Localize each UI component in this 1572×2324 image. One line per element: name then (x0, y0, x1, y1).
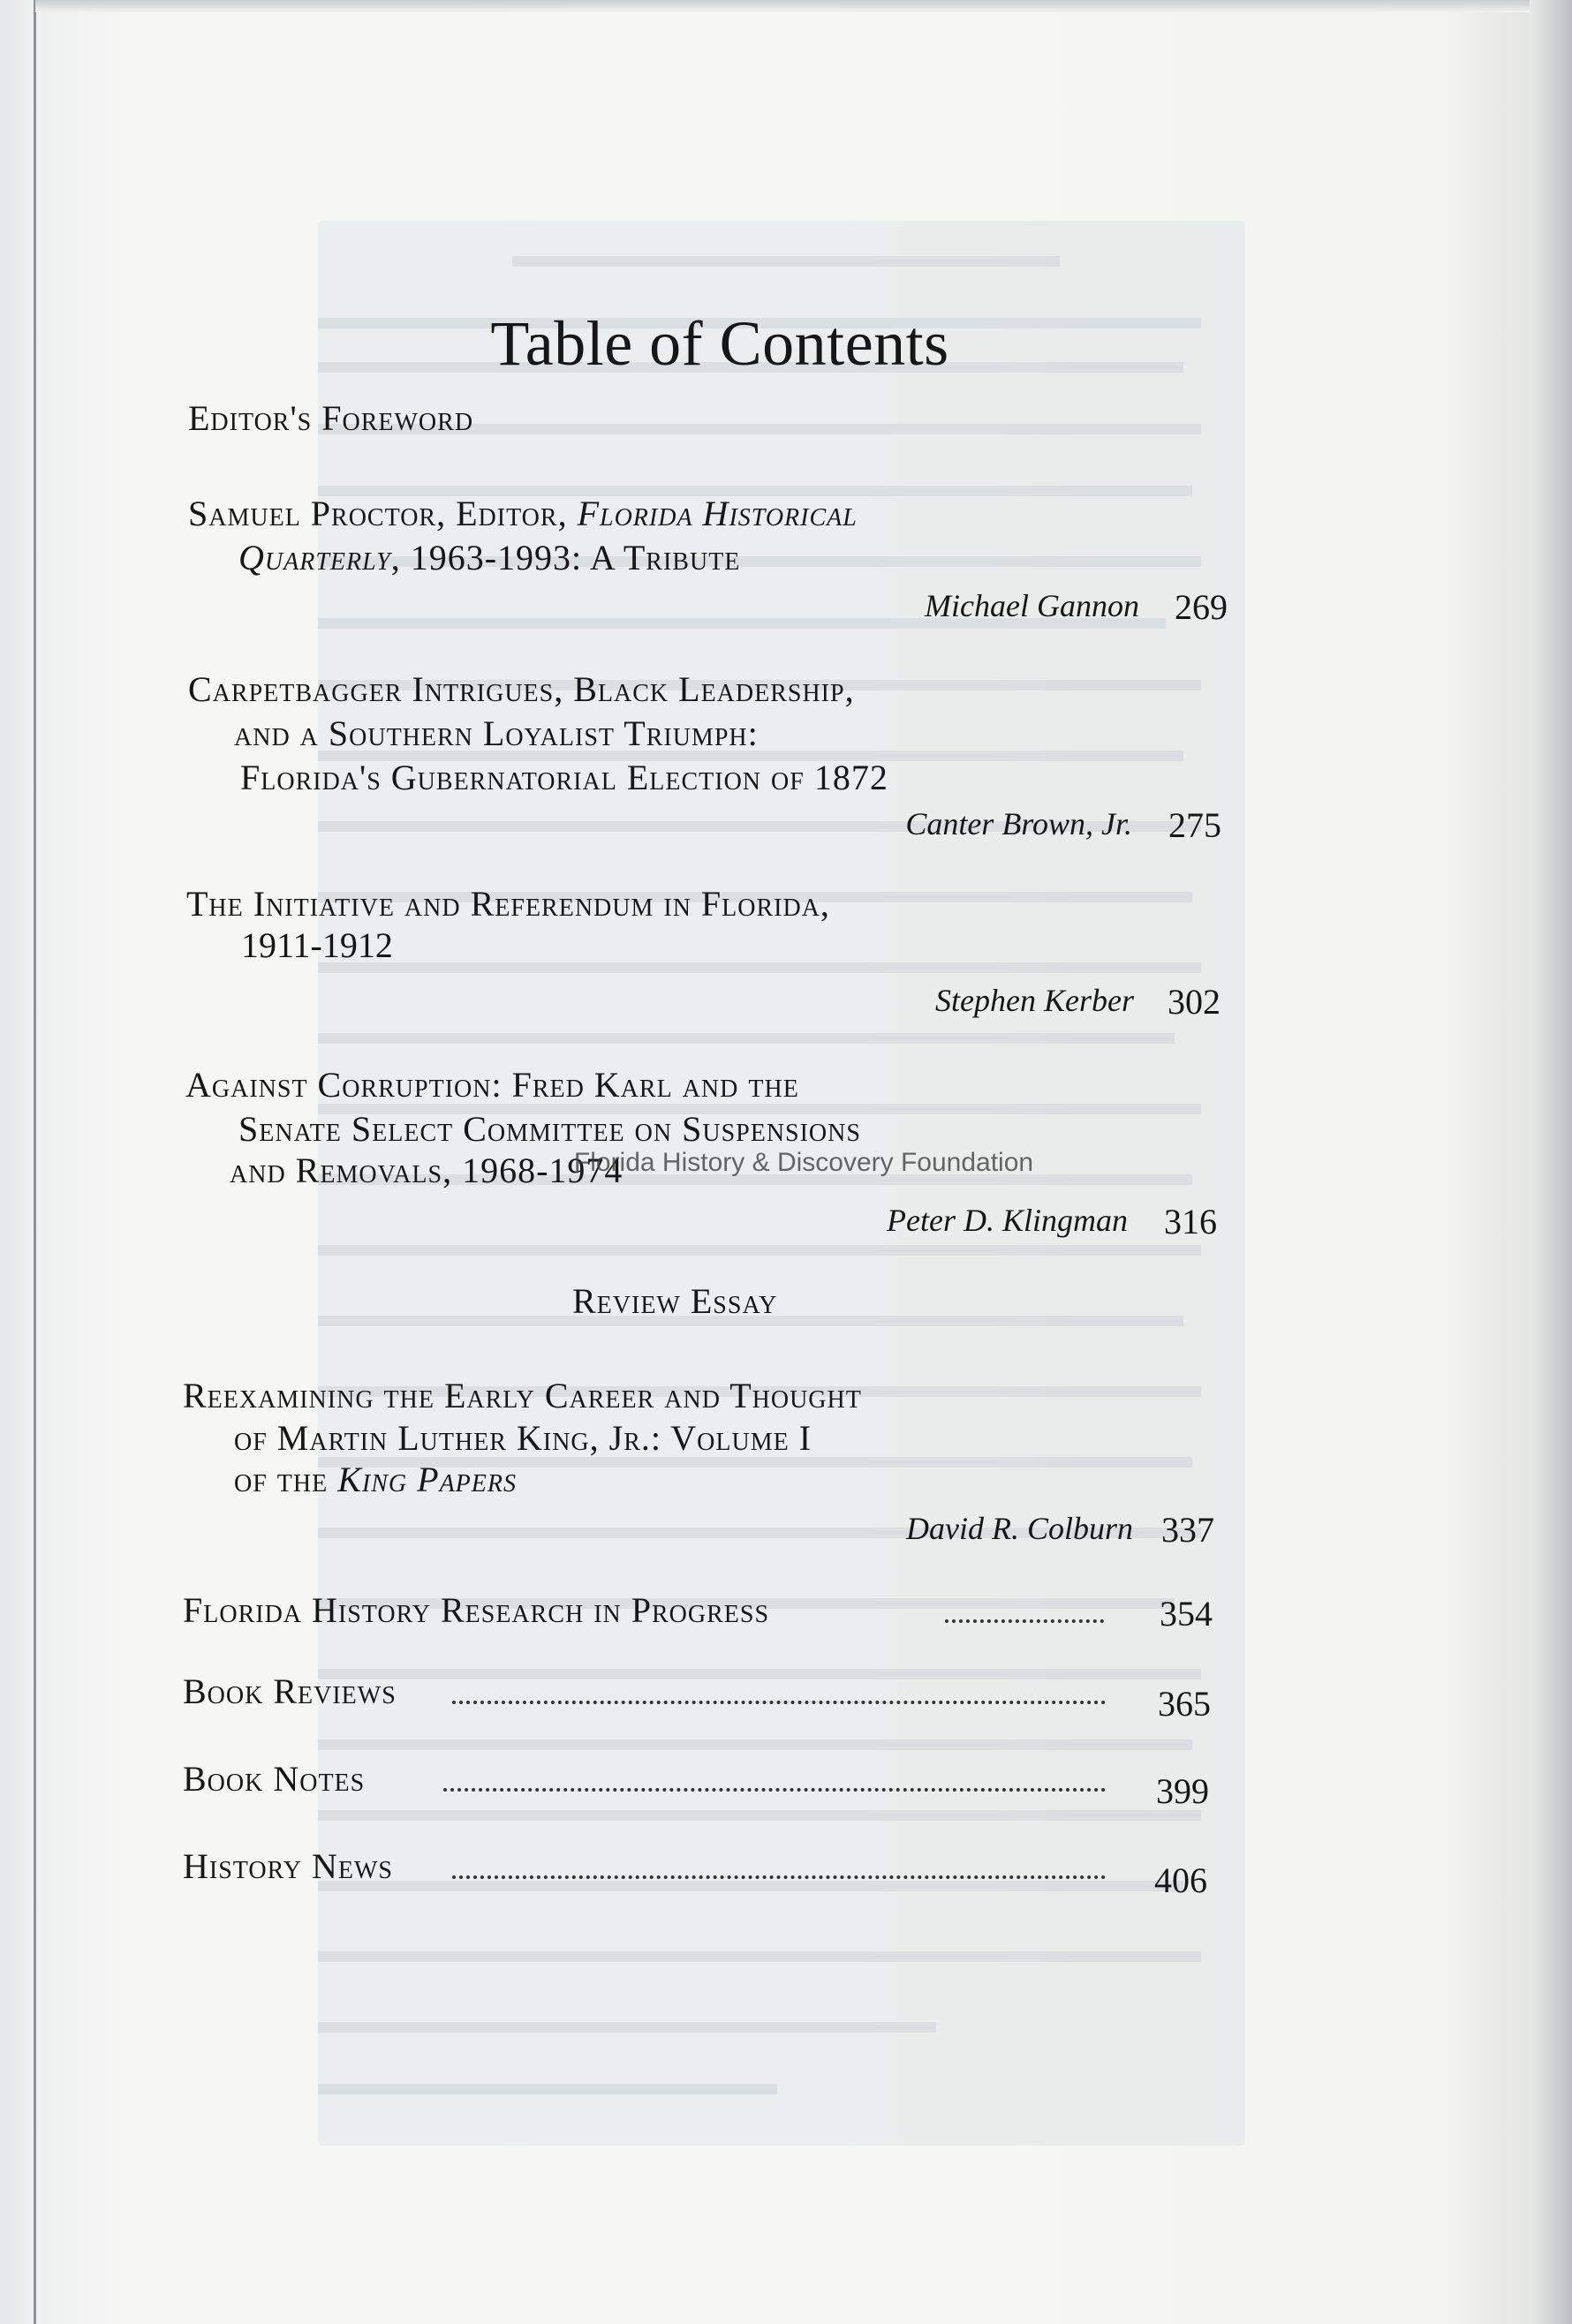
dot-leader (452, 1701, 1106, 1704)
toc-entry-proctor-title-line-2-text: , 1963-1993: A Tribute (390, 538, 741, 577)
toc-entry-proctor-journal-name: Florida Historical (577, 494, 858, 533)
toc-entry-king-author: David R. Colburn (906, 1511, 1133, 1546)
toc-entry-carpetbagger-line-1: Carpetbagger Intrigues, Black Leadership, (188, 669, 855, 709)
toc-entry-book-reviews: Book Reviews (183, 1671, 397, 1711)
toc-entry-king-papers-title: King Papers (337, 1460, 517, 1499)
dot-leader (452, 1875, 1106, 1879)
toc-entry-king-line-1: Reexamining the Early Career and Thought (183, 1376, 862, 1415)
toc-entry-editors-foreword: Editor's Foreword (188, 398, 474, 438)
toc-entry-corruption-line-1: Against Corruption: Fred Karl and the (185, 1065, 799, 1105)
toc-entry-king-line-2: of Martin Luther King, Jr.: Volume I (234, 1418, 812, 1458)
toc-entry-initiative-author: Stephen Kerber (935, 983, 1134, 1018)
toc-entry-carpetbagger-author: Canter Brown, Jr. (905, 806, 1132, 841)
toc-entry-carpetbagger-line-2: and a Southern Loyalist Triumph: (234, 713, 759, 753)
toc-entry-carpetbagger-line-3: Florida's Gubernatorial Election of 1872 (240, 758, 888, 797)
toc-entry-corruption-line-3: and Removals, 1968-1974 (230, 1151, 624, 1190)
toc-entry-king-line-3 (234, 1459, 517, 1500)
dot-leader (443, 1788, 1106, 1792)
toc-entry-research-in-progress-page: 354 (1160, 1594, 1213, 1634)
toc-entry-corruption-author: Peter D. Klingman (887, 1203, 1128, 1238)
page-right-edge (1530, 0, 1572, 2324)
toc-entry-book-notes: Book Notes (183, 1759, 366, 1799)
toc-entry-corruption-page: 316 (1164, 1202, 1217, 1241)
toc-entry-initiative-line-1: The Initiative and Referendum in Florida, (186, 884, 830, 924)
toc-entry-corruption-line-2: Senate Select Committee on Suspensions (238, 1109, 861, 1149)
section-heading-review-essay: Review Essay (572, 1281, 778, 1321)
toc-entry-history-news-page: 406 (1154, 1860, 1207, 1900)
toc-entry-research-in-progress: Florida History Research in Progress (183, 1590, 770, 1630)
toc-entry-carpetbagger-page: 275 (1168, 805, 1221, 845)
toc-entry-proctor-page: 269 (1175, 587, 1228, 627)
toc-entry-proctor-journal-name-cont: Quarterly (238, 538, 391, 577)
toc-entry-proctor-title-line-1-text: Samuel Proctor, Editor, (188, 494, 578, 533)
toc-entry-book-reviews-page: 365 (1158, 1684, 1211, 1724)
dot-leader (945, 1619, 1104, 1623)
toc-entry-book-notes-page: 399 (1156, 1771, 1209, 1811)
toc-entry-history-news: History News (183, 1846, 393, 1886)
page-title: Table of Contents (490, 308, 949, 380)
toc-entry-king-page: 337 (1161, 1510, 1214, 1550)
toc-entry-proctor-title-line-2 (238, 537, 740, 578)
toc-entry-initiative-line-2: 1911-1912 (241, 925, 393, 965)
toc-entry-proctor-title-line-1 (188, 493, 858, 534)
page-top-edge (35, 0, 1530, 12)
toc-entry-proctor-author: Michael Gannon (925, 588, 1139, 623)
toc-entry-king-line-3-text: of the (234, 1460, 338, 1499)
toc-entry-initiative-page: 302 (1168, 982, 1221, 1022)
watermark-text: Florida History & Discovery Foundation (573, 1148, 1034, 1177)
